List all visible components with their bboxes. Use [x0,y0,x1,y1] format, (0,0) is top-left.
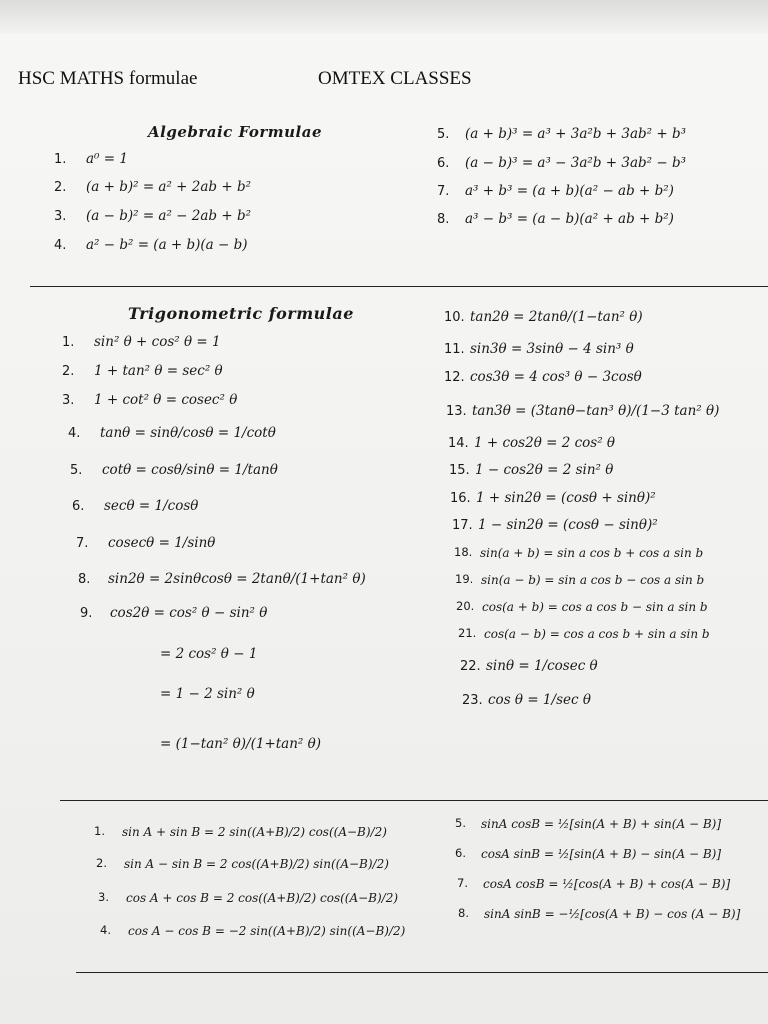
item-number: 1. [94,824,105,839]
formula: 1 − cos2θ = 2 sin² θ [475,462,614,478]
formula: a² − b² = (a + b)(a − b) [86,237,248,253]
section-divider [30,286,768,287]
formula: sinA cosB = ½[sin(A + B) + sin(A − B)] [481,817,721,831]
formula: sin A + sin B = 2 sin((A+B)/2) cos((A−B)/2) [122,825,387,839]
formula: cosecθ = 1/sinθ [108,535,216,551]
item-number: 10. [444,310,465,326]
algebra-item [437,213,674,227]
sumprod-item [455,848,721,860]
item-number: 15. [449,463,470,479]
page-top-edge [0,0,768,34]
sumprod-item [96,858,389,870]
formula: (a + b)² = a² + 2ab + b² [86,179,252,195]
item-number: 2. [62,364,75,380]
formula: sin(a + b) = sin a cos b + cos a sin b [480,546,704,560]
formula: cos θ = 1/sec θ [488,692,591,708]
algebra-item [437,128,686,142]
formula: sinA sinB = −½[cos(A + B) − cos (A − B)] [484,907,741,921]
trig-item [444,311,643,325]
item-number: 5. [70,463,83,479]
formula: sin A − sin B = 2 cos((A+B)/2) sin((A−B)/2) [124,857,389,871]
sumprod-item [458,908,740,920]
trig-item [450,492,656,506]
trig-item [80,607,267,621]
trig-item-continuation [160,688,255,702]
item-number: 6. [72,499,85,515]
trig-item [444,371,642,385]
trig-item [455,574,704,586]
formula: sin2θ = 2sinθcosθ = 2tanθ/(1+tan² θ) [108,571,366,587]
item-number: 2. [96,856,107,871]
formula: 1 − sin2θ = (cosθ − sinθ)² [478,517,658,533]
formula: secθ = 1/cosθ [104,498,199,514]
item-number: 5. [437,127,450,143]
item-number: 8. [78,572,91,588]
algebra-item [437,185,674,199]
sumprod-item [100,925,405,937]
formula: sinθ = 1/cosec θ [486,658,598,674]
item-number: 11. [444,342,465,358]
formula: (a + b)³ = a³ + 3a²b + 3ab² + b³ [465,126,687,142]
algebra-item [54,210,251,224]
item-number: 16. [450,491,471,507]
item-number: 7. [457,876,468,891]
algebra-title: Algebraic Formulae [148,123,323,141]
formula: sin² θ + cos² θ = 1 [94,334,221,350]
trig-item [78,573,366,587]
formula: = (1−tan² θ)/(1+tan² θ) [160,736,322,752]
item-number: 5. [455,816,466,831]
item-number: 14. [448,436,469,452]
formula: (a − b)³ = a³ − 3a²b + 3ab² − b³ [465,155,687,171]
item-number: 2. [54,180,67,196]
item-number: 13. [446,404,467,420]
algebra-item [437,157,686,171]
formula: a⁰ = 1 [86,151,128,167]
formula: cotθ = cosθ/sinθ = 1/tanθ [102,462,278,478]
formula: tan3θ = (3tanθ−tan³ θ)/(1−3 tan² θ) [472,403,720,419]
item-number: 3. [98,890,109,905]
item-number: 1. [62,335,75,351]
sumprod-item [457,878,730,890]
trig-item [460,660,598,674]
formula: (a − b)² = a² − 2ab + b² [86,208,252,224]
item-number: 17. [452,518,473,534]
item-number: 3. [54,209,67,225]
item-number: 9. [80,606,93,622]
trig-item [462,694,591,708]
trig-item [456,601,708,613]
formula: tan2θ = 2tanθ/(1−tan² θ) [470,309,643,325]
trig-item [62,394,237,408]
trig-item [62,336,221,350]
item-number: 18. [454,545,473,560]
trig-item [448,437,615,451]
trig-item [454,547,703,559]
section-divider [60,800,768,801]
formula: = 2 cos² θ − 1 [160,646,258,662]
item-number: 6. [455,846,466,861]
formula: sin3θ = 3sinθ − 4 sin³ θ [470,341,634,357]
sumprod-item [94,826,387,838]
formula: tanθ = sinθ/cosθ = 1/cotθ [100,425,276,441]
sumprod-item [455,818,721,830]
algebra-item [54,181,251,195]
formula: cos A + cos B = 2 cos((A+B)/2) cos((A−B)/2) [126,891,399,905]
formula: cos2θ = cos² θ − sin² θ [110,605,268,621]
trig-title: Trigonometric formulae [128,304,354,323]
item-number: 20. [456,599,475,614]
formula: 1 + cot² θ = cosec² θ [94,392,238,408]
formula: cos3θ = 4 cos³ θ − 3cosθ [470,369,642,385]
formula: cos(a + b) = cos a cos b − sin a sin b [482,600,708,614]
formula: 1 + tan² θ = sec² θ [94,363,223,379]
formula: 1 + cos2θ = 2 cos² θ [474,435,616,451]
formula: a³ + b³ = (a + b)(a² − ab + b²) [465,183,674,199]
item-number: 1. [54,152,67,168]
trig-item-continuation [160,648,257,662]
item-number: 23. [462,693,483,709]
formula: = 1 − 2 sin² θ [160,686,255,702]
item-number: 7. [437,184,450,200]
item-number: 3. [62,393,75,409]
trig-item [68,427,276,441]
formula: cosA cosB = ½[cos(A + B) + cos(A − B)] [483,877,731,891]
trig-item [446,405,719,419]
formula: a³ − b³ = (a − b)(a² + ab + b²) [465,211,674,227]
formula: sin(a − b) = sin a cos b − cos a sin b [481,573,705,587]
formula: cos(a − b) = cos a cos b + sin a sin b [484,627,710,641]
algebra-item [54,153,128,167]
trig-item [444,343,634,357]
item-number: 4. [54,238,67,254]
header-left: HSC MATHS formulae [18,68,198,89]
item-number: 7. [76,536,89,552]
item-number: 4. [100,923,111,938]
item-number: 8. [458,906,469,921]
section-divider [76,972,768,973]
trig-item [76,537,215,551]
header-right: OMTEX CLASSES [318,68,472,89]
trig-item [70,464,278,478]
algebra-item [54,239,248,253]
trig-item-continuation [160,738,321,752]
trig-item [452,519,658,533]
trig-item [449,464,613,478]
formula: cos A − cos B = −2 sin((A+B)/2) sin((A−B)/2) [128,924,406,938]
item-number: 4. [68,426,81,442]
formula: 1 + sin2θ = (cosθ + sinθ)² [476,490,656,506]
formula: cosA sinB = ½[sin(A + B) − sin(A − B)] [481,847,721,861]
item-number: 22. [460,659,481,675]
item-number: 21. [458,626,477,641]
trig-item [458,628,710,640]
item-number: 19. [455,572,474,587]
trig-item [72,500,198,514]
item-number: 6. [437,156,450,172]
sumprod-item [98,892,398,904]
item-number: 8. [437,212,450,228]
trig-item [62,365,223,379]
item-number: 12. [444,370,465,386]
